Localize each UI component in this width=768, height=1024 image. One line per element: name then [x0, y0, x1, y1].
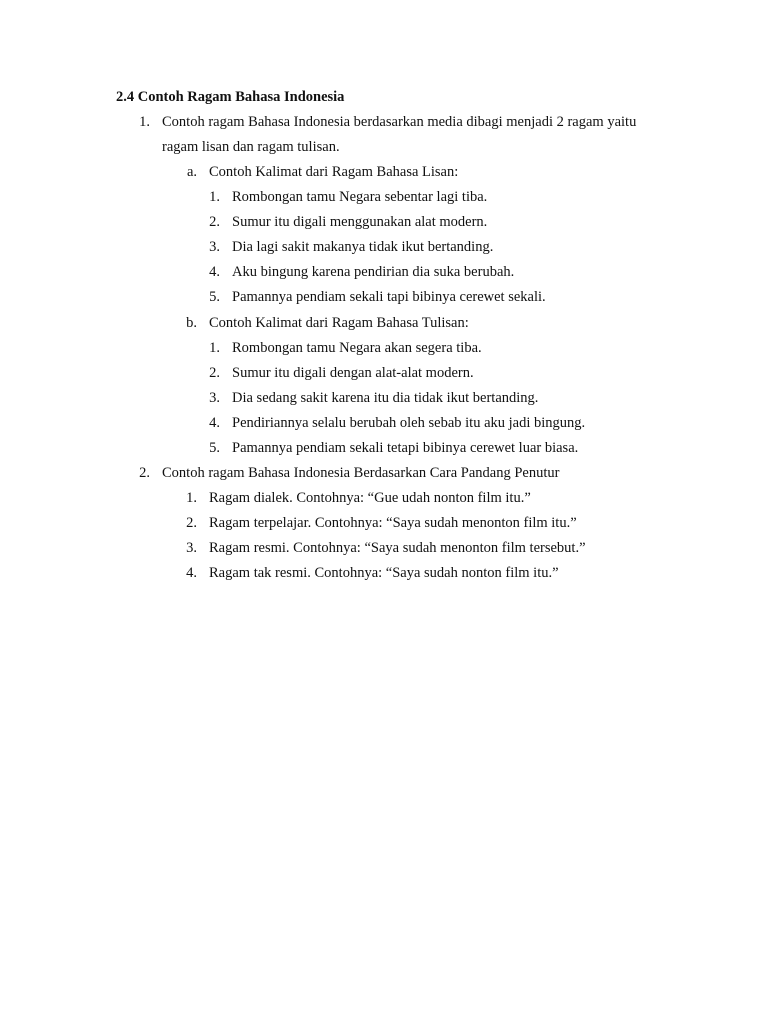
list-marker: 5. [209, 289, 220, 305]
list-marker: 3. [209, 239, 220, 255]
list-marker: 2. [209, 214, 220, 230]
sub-a-title: Contoh Kalimat dari Ragam Bahasa Lisan: [209, 164, 459, 180]
list-item: Ragam terpelajar. Contohnya: “Saya sudah menonton film itu.” [209, 515, 577, 531]
list-item: Pendiriannya selalu berubah oleh sebab itu aku jadi bingung. [232, 415, 586, 431]
list-marker-a: a. [186, 164, 197, 180]
list-item: Sumur itu digali menggunakan alat modern. [232, 214, 488, 230]
list-marker: 1. [186, 490, 197, 506]
list-marker: 5. [209, 440, 220, 456]
list-marker: 3. [186, 540, 197, 556]
sub-b-title: Contoh Kalimat dari Ragam Bahasa Tulisan: [209, 315, 469, 331]
list-marker-b: b. [186, 315, 197, 331]
list-marker: 4. [209, 264, 220, 280]
section1-text-line1: Contoh ragam Bahasa Indonesia berdasarkan media dibagi menjadi 2 ragam yaitu [162, 114, 637, 130]
list-item: Dia sedang sakit karena itu dia tidak ikut bertanding. [232, 390, 539, 406]
list-marker: 1. [209, 189, 220, 205]
list-item: Pamannya pendiam sekali tapi bibinya cerewet sekali. [232, 289, 546, 305]
list-item: Rombongan tamu Negara sebentar lagi tiba. [232, 189, 488, 205]
list-marker: 2. [186, 515, 197, 531]
list-item: Dia lagi sakit makanya tidak ikut bertanding. [232, 239, 494, 255]
section2-text: Contoh ragam Bahasa Indonesia Berdasarkan Cara Pandang Penutur [162, 465, 560, 481]
list-marker: 1. [209, 340, 220, 356]
list-marker-1: 1. [139, 114, 150, 130]
list-marker: 2. [209, 365, 220, 381]
list-item: Ragam resmi. Contohnya: “Saya sudah menonton film tersebut.” [209, 540, 586, 556]
list-item: Sumur itu digali dengan alat-alat modern. [232, 365, 474, 381]
list-marker-2: 2. [139, 465, 150, 481]
list-item: Rombongan tamu Negara akan segera tiba. [232, 340, 482, 356]
section1-text-line2: ragam lisan dan ragam tulisan. [162, 139, 340, 155]
section-heading: 2.4 Contoh Ragam Bahasa Indonesia [116, 89, 345, 105]
list-item: Aku bingung karena pendirian dia suka berubah. [232, 264, 515, 280]
list-item: Ragam tak resmi. Contohnya: “Saya sudah nonton film itu.” [209, 565, 559, 581]
list-marker: 4. [209, 415, 220, 431]
list-marker: 4. [186, 565, 197, 581]
list-item: Pamannya pendiam sekali tetapi bibinya cerewet luar biasa. [232, 440, 579, 456]
list-marker: 3. [209, 390, 220, 406]
list-item: Ragam dialek. Contohnya: “Gue udah nonton film itu.” [209, 490, 531, 506]
